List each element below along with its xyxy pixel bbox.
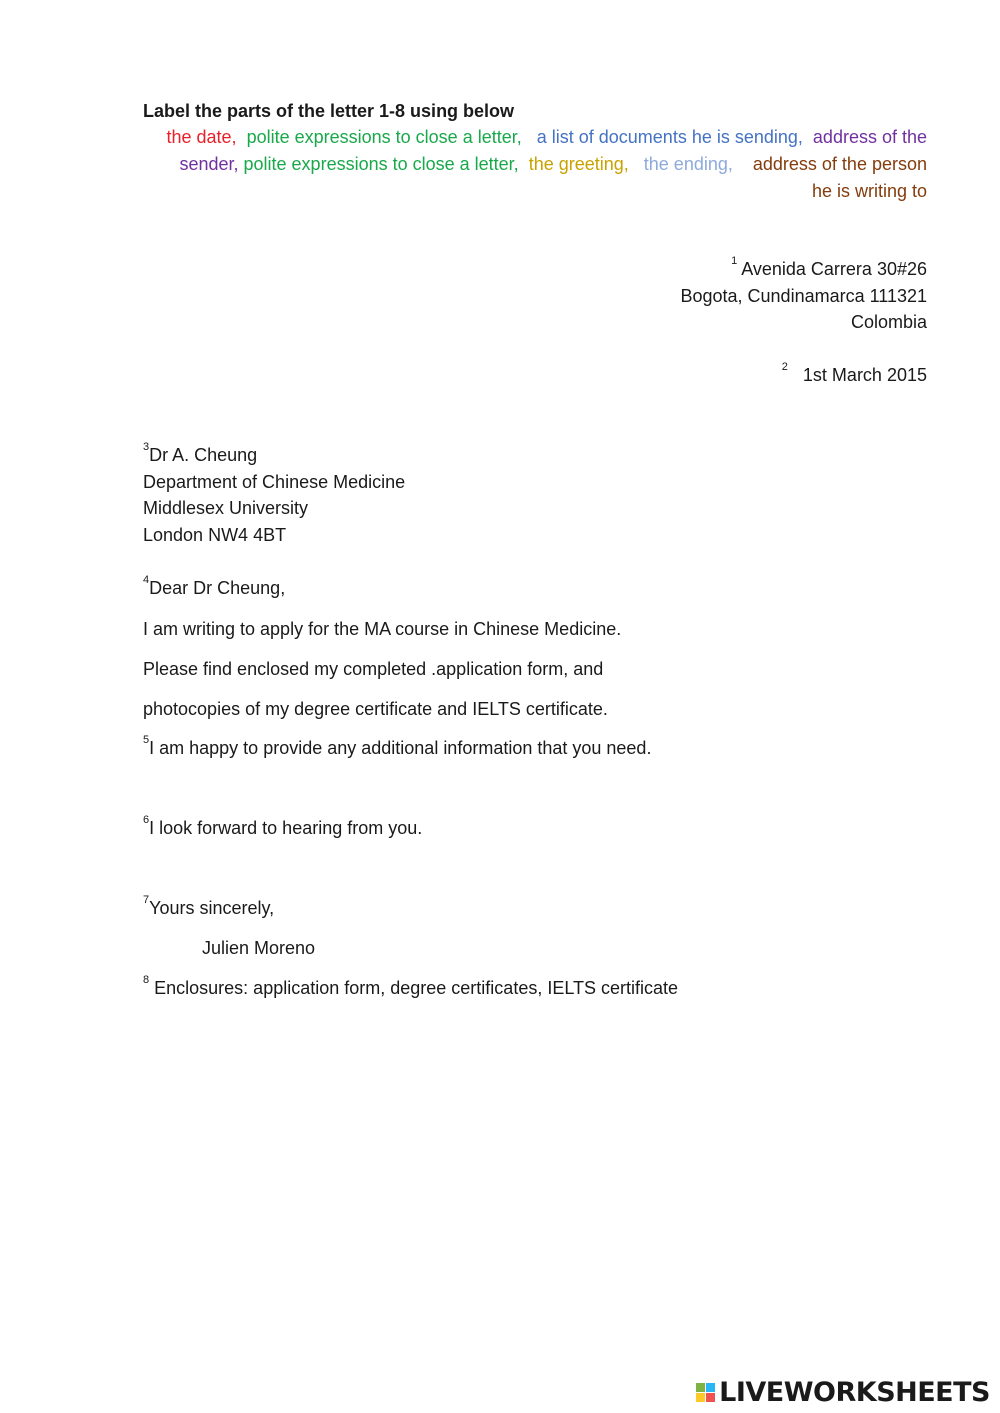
letter-closing: $^7$Yours sincerely, [143, 894, 275, 918]
sender-address-line-2: Bogota, Cundinamarca 111321 [680, 286, 927, 306]
polite-expression-2: $^6$I look forward to hearing from you. [143, 814, 423, 838]
label-number-2: 2 [781, 361, 788, 373]
word-bank-item: address of the person [752, 154, 927, 174]
label-number-8: 8 [143, 974, 150, 986]
body-line-1: I am writing to apply for the MA course in Chinese Medicine. [143, 619, 622, 639]
letter-date: $^2$ 1st March 2015 [781, 361, 927, 385]
label-number-6: 6 [143, 814, 150, 826]
word-bank-item: a list of documents he is sending, [536, 127, 803, 147]
sender-address-line-3: Colombia [850, 312, 927, 332]
word-bank-item: the date, [166, 127, 237, 147]
word-bank-item: address of the [812, 127, 927, 147]
label-number-4: 4 [143, 574, 150, 586]
label-number-1: 1 [731, 255, 738, 267]
liveworksheets-logo[interactable] [696, 1377, 990, 1407]
word-bank-item: the greeting, [528, 154, 629, 174]
sender-address-line-1: $^1$ Avenida Carrera 30#26 [731, 255, 927, 279]
recipient-address-line-3: Middlesex University [143, 498, 309, 518]
word-bank-item: he is writing to [811, 181, 927, 201]
word-bank-row-3 [812, 180, 927, 202]
word-bank-item: polite expressions to close a letter, [246, 127, 522, 147]
letter-greeting: $^4$Dear Dr Cheung, [143, 574, 286, 598]
label-number-7: 7 [143, 894, 150, 906]
word-bank-item: polite expressions to close a letter, [243, 154, 519, 174]
recipient-address-line-2: Department of Chinese Medicine [143, 472, 406, 492]
body-line-2: Please find enclosed my completed .application form, and [143, 659, 604, 679]
label-number-5: 5 [143, 734, 150, 746]
word-bank-item: the ending, [643, 154, 733, 174]
letter-enclosures: $^8$ Enclosures: application form, degree certificates, IELTS certificate [143, 974, 679, 998]
polite-expression-1: $^5$I am happy to provide any additional information that you need. [143, 734, 652, 758]
logo-text: LIVEWORKSHEETS [719, 1376, 990, 1408]
recipient-address-line-4: London NW4 4BT [143, 525, 287, 545]
logo-grid-icon [696, 1383, 715, 1402]
word-bank-row-1 [167, 126, 928, 148]
instructions-title: Label the parts of the letter 1-8 using below [143, 101, 515, 121]
signature-name: Julien Moreno [202, 938, 316, 958]
body-line-3: photocopies of my degree certificate and IELTS certificate. [143, 699, 608, 719]
word-bank-item: sender, [179, 154, 239, 174]
label-number-3: 3 [143, 441, 150, 453]
word-bank-row-2 [179, 153, 927, 175]
recipient-address-line-1: $^3$Dr A. Cheung [143, 441, 258, 465]
